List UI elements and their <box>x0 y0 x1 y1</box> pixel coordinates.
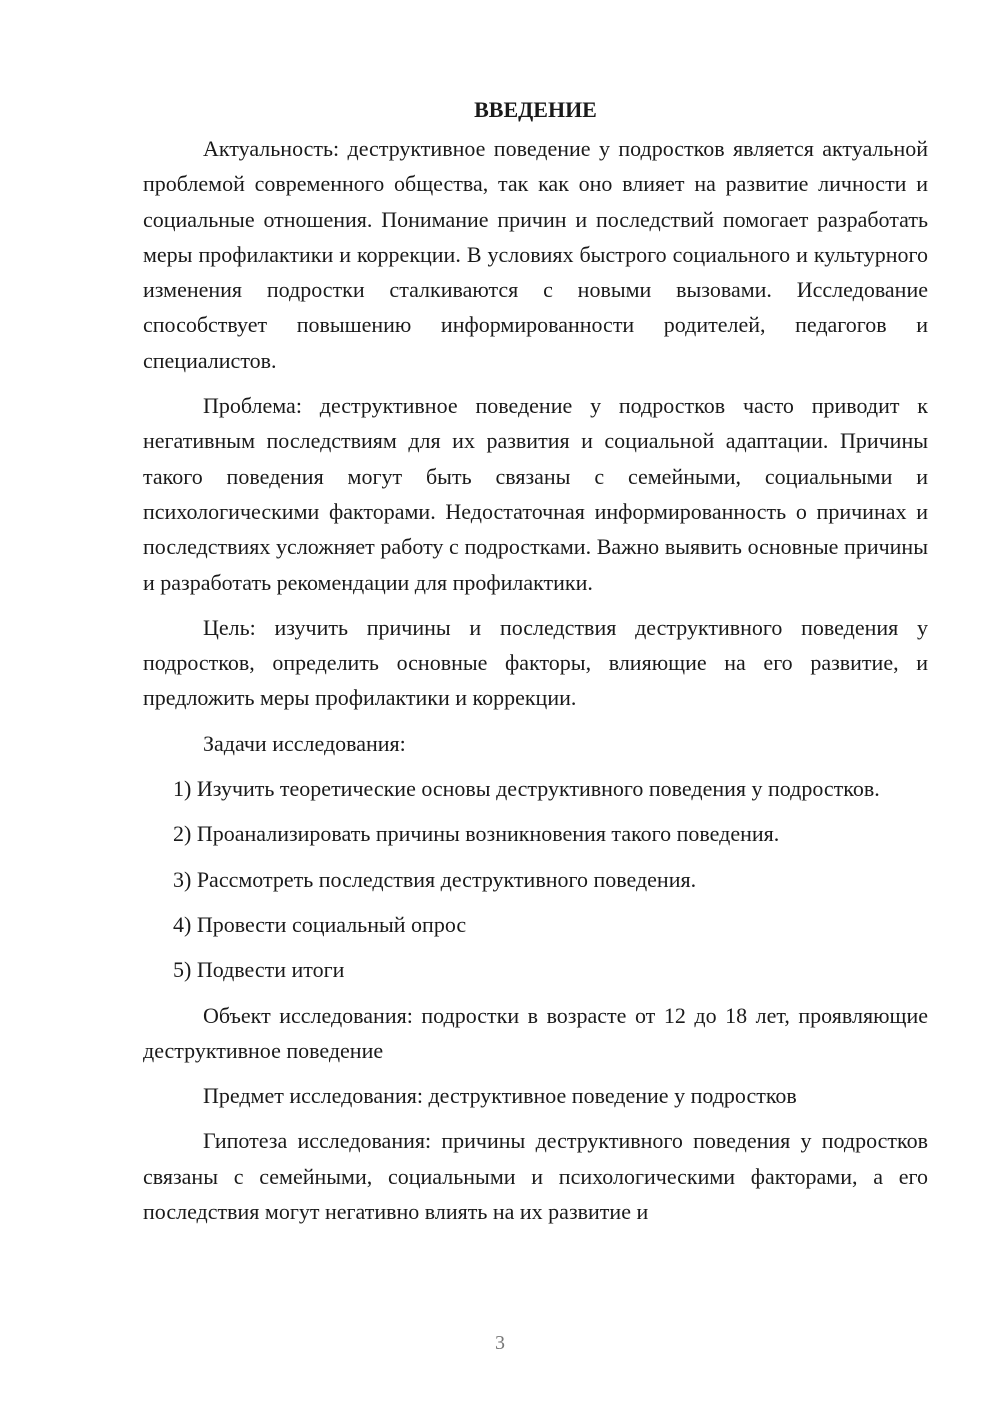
task-item-5: 5) Подвести итоги <box>173 957 345 983</box>
tasks-title: Задачи исследования: <box>203 730 406 756</box>
task-item-1: 1) Изучить теоретические основы деструктивного поведения у подростков. <box>173 776 880 802</box>
goal-paragraph: Цель: изучить причины и последствия деструктивного поведения у подростков, определить основные факторы, влияющие на его развитие, и предложить меры профилактики и коррекции. <box>143 614 928 711</box>
object-paragraph: Объект исследования: подростки в возрасте от 12 до 18 лет, проявляющие деструктивное поведение <box>143 1002 928 1063</box>
problem-paragraph: Проблема: деструктивное поведение у подростков часто приводит к негативным последствиям для их развития и социальной адаптации. Причины такого поведения могут быть связаны с семейными, социальными и психологическими факторами. Недостаточная информированность о причинах и последствиях усложняет работу с подростками. Важно выявить основные причины и разработать рекомендации для профилактики. <box>143 393 928 595</box>
section-heading: ВВЕДЕНИЕ <box>474 97 597 122</box>
relevance-paragraph: Актуальность: деструктивное поведение у подростков является актуальной проблемой современного общества, так как оно влияет на развитие личности и социальные отношения. Понимание причин и последствий помогает разработать меры профилактики и коррекции. В условиях быстрого социального и культурного изменения подростки сталкиваются с новыми вызовами. Исследование способствует повышению информированности родителей, педагогов и специалистов. <box>143 136 928 373</box>
task-item-2: 2) Проанализировать причины возникновения такого поведения. <box>173 821 780 847</box>
task-item-4: 4) Провести социальный опрос <box>173 911 467 937</box>
task-item-3: 3) Рассмотреть последствия деструктивного поведения. <box>173 866 697 892</box>
page-content <box>143 95 928 1239</box>
page-number: 3 <box>495 1332 505 1354</box>
hypothesis-paragraph: Гипотеза исследования: причины деструктивного поведения у подростков связаны с семейными, социальными и психологическими факторами, а его последствия могут негативно влиять на их развитие и <box>143 1128 928 1225</box>
subject-paragraph: Предмет исследования: деструктивное поведение у подростков <box>203 1083 797 1109</box>
